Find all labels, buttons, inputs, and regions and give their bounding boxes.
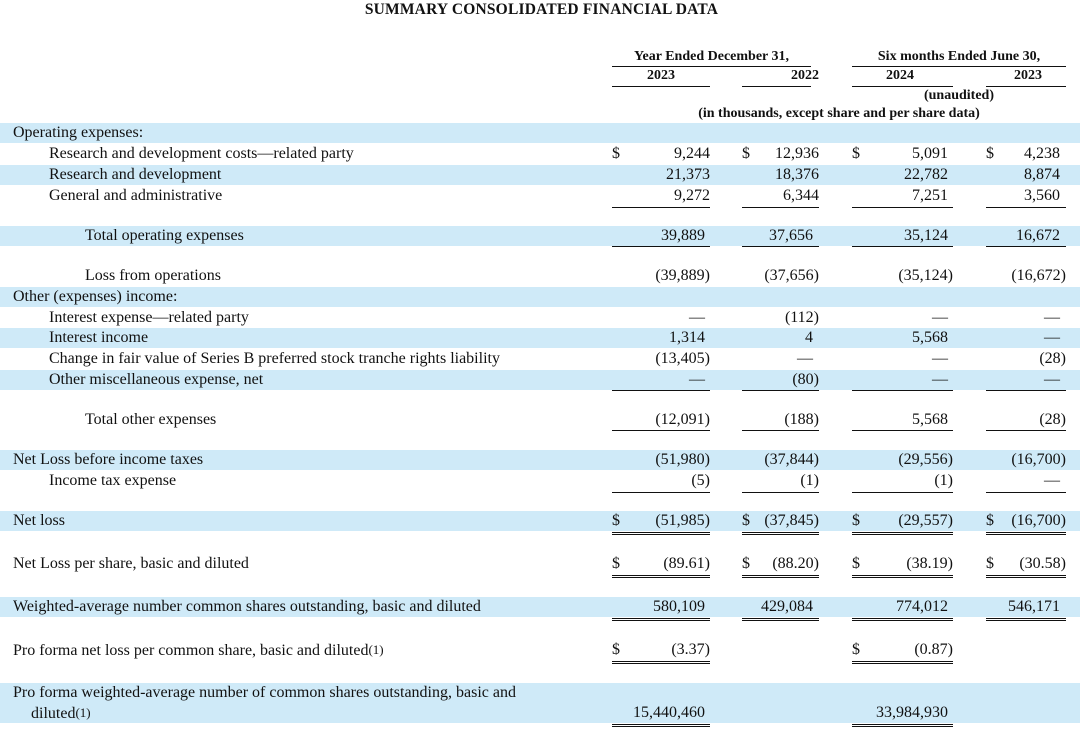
subtotal-rule (742, 207, 819, 208)
cell-value: 6,344 (783, 187, 819, 204)
cell-value: (30.58) (1019, 555, 1066, 572)
currency-symbol: $ (612, 641, 620, 658)
total-double-rule (986, 532, 1066, 535)
row-label: Research and development costs—related party (49, 145, 354, 162)
total-double-rule (612, 724, 710, 727)
row-label: Net Loss before income taxes (13, 451, 204, 468)
header-units: (in thousands, except share and per share data) (698, 106, 980, 121)
subtotal-rule (612, 390, 710, 391)
row-label: Loss from operations (85, 267, 221, 284)
cell-value: 5,568 (912, 411, 948, 428)
row-label-line2 (31, 704, 91, 723)
cell-value: 33,984,930 (876, 704, 948, 721)
table-row (0, 640, 1080, 660)
row-label: Change in fair value of Series B preferred stock tranche rights liability (49, 350, 500, 367)
cell-value: — (689, 371, 705, 388)
subtotal-rule (612, 246, 710, 247)
cell-value: 546,171 (1008, 598, 1060, 615)
currency-symbol: $ (612, 555, 620, 572)
table-row (0, 349, 1080, 369)
cell-value: (0.87) (914, 641, 953, 658)
header-six-months-underline (852, 66, 1066, 67)
table-row (0, 410, 1080, 430)
subtotal-rule (986, 246, 1066, 247)
header-six-2023: 2023 (1014, 68, 1042, 83)
row-label: Net loss (13, 512, 65, 529)
currency-symbol: $ (742, 145, 750, 162)
cell-value: (112) (784, 309, 819, 326)
row-label: Interest income (49, 329, 149, 346)
table-row (0, 186, 1080, 206)
cell-value: 22,782 (904, 166, 948, 183)
total-double-rule (986, 575, 1066, 578)
cell-value: (188) (784, 411, 819, 428)
table-row (0, 471, 1080, 491)
cell-value: 12,936 (775, 145, 819, 162)
header-six-2023-underline (986, 86, 1066, 87)
table-row (0, 226, 1080, 246)
cell-value: (16,700) (1011, 512, 1066, 529)
cell-value: 774,012 (896, 598, 948, 615)
cell-value: — (932, 350, 948, 367)
cell-value: 5,568 (912, 329, 948, 346)
cell-value: — (689, 309, 705, 326)
cell-value: (80) (792, 371, 819, 388)
table-row (0, 511, 1080, 531)
row-label: Net Loss per share, basic and diluted (13, 555, 249, 572)
total-double-rule (852, 724, 953, 727)
cell-value: 39,889 (661, 227, 705, 244)
subtotal-rule (852, 207, 953, 208)
cell-value: 35,124 (904, 227, 948, 244)
subtotal-rule (986, 390, 1066, 391)
footnote-marker: (1) (368, 642, 384, 657)
cell-value: 7,251 (912, 187, 948, 204)
total-double-rule (742, 575, 819, 578)
row-label: Other miscellaneous expense, net (49, 371, 264, 388)
currency-symbol: $ (612, 512, 620, 529)
cell-value: 429,084 (761, 598, 813, 615)
cell-value: 1,314 (669, 329, 705, 346)
header-six-2024-underline (852, 86, 953, 87)
cell-value: (29,557) (898, 512, 953, 529)
cell-value: 5,091 (912, 145, 948, 162)
cell-value: — (1044, 472, 1060, 489)
cell-value: (28) (1039, 350, 1066, 367)
total-double-rule (852, 532, 953, 535)
cell-value: (13,405) (655, 350, 710, 367)
cell-value: — (797, 350, 813, 367)
row-label: Total operating expenses (85, 227, 244, 244)
cell-value: — (1044, 309, 1060, 326)
cell-value: (38.19) (906, 555, 953, 572)
row-label-text: diluted (31, 705, 76, 722)
total-double-rule (986, 618, 1066, 621)
currency-symbol: $ (852, 641, 860, 658)
table-row (0, 597, 1080, 617)
currency-symbol: $ (852, 145, 860, 162)
cell-value: 580,109 (653, 598, 705, 615)
header-year-2023: 2023 (647, 68, 675, 83)
cell-value: (37,845) (764, 512, 819, 529)
table-row (0, 328, 1080, 348)
table-row (0, 683, 1080, 723)
subtotal-rule (986, 430, 1066, 431)
total-double-rule (852, 661, 953, 664)
total-double-rule (612, 618, 710, 621)
row-label: Weighted-average number common shares outstanding, basic and diluted (13, 598, 481, 615)
currency-symbol: $ (742, 555, 750, 572)
subtotal-rule (852, 390, 953, 391)
cell-value: 4 (805, 329, 813, 346)
subtotal-rule (986, 492, 1066, 493)
currency-symbol: $ (986, 555, 994, 572)
row-label: Operating expenses: (13, 124, 144, 141)
row-label: Income tax expense (49, 472, 177, 489)
cell-value: (51,980) (655, 451, 710, 468)
header-year-ended-underline (612, 66, 811, 67)
subtotal-rule (986, 207, 1066, 208)
cell-value: (88.20) (772, 555, 819, 572)
total-double-rule (852, 618, 953, 621)
cell-value: (37,844) (764, 451, 819, 468)
cell-value: 8,874 (1024, 166, 1060, 183)
cell-value: (37,656) (764, 267, 819, 284)
cell-value: 15,440,460 (633, 704, 705, 721)
cell-value: (3.37) (671, 641, 710, 658)
row-label: Interest expense—related party (49, 309, 249, 326)
cell-value: (89.61) (663, 555, 710, 572)
header-year-2022: 2022 (791, 68, 819, 83)
table-row (0, 308, 1080, 328)
cell-value: 4,238 (1024, 145, 1060, 162)
subtotal-rule (612, 492, 710, 493)
header-year-2023-underline (612, 86, 710, 87)
subtotal-rule (742, 492, 819, 493)
subtotal-rule (612, 207, 710, 208)
subtotal-rule (852, 246, 953, 247)
subtotal-rule (852, 492, 953, 493)
header-six-2024: 2024 (886, 68, 914, 83)
currency-symbol: $ (852, 555, 860, 572)
cell-value: (12,091) (655, 411, 710, 428)
header-year-ended: Year Ended December 31, (633, 49, 790, 64)
cell-value: (39,889) (655, 267, 710, 284)
total-double-rule (612, 661, 710, 664)
table-row (0, 370, 1080, 390)
cell-value: (16,700) (1011, 451, 1066, 468)
currency-symbol: $ (612, 145, 620, 162)
table-row (0, 287, 1080, 307)
subtotal-rule (742, 430, 819, 431)
subtotal-rule (612, 430, 710, 431)
row-label: Other (expenses) income: (13, 288, 178, 305)
row-label: Total other expenses (85, 411, 217, 428)
table-row (0, 165, 1080, 185)
cell-value: (35,124) (898, 267, 953, 284)
cell-value: 3,560 (1024, 187, 1060, 204)
cell-value: 21,373 (666, 166, 710, 183)
row-label-line1: Pro forma weighted-average number of common shares outstanding, basic and (13, 684, 516, 701)
cell-value: — (1044, 329, 1060, 346)
header-unaudited: (unaudited) (923, 88, 995, 103)
total-double-rule (852, 575, 953, 578)
row-label: Research and development (49, 166, 222, 183)
row-label: General and administrative (49, 187, 223, 204)
header-year-2022-underline (742, 86, 811, 87)
cell-value: 9,244 (674, 145, 710, 162)
cell-value: (16,672) (1011, 267, 1066, 284)
currency-symbol: $ (986, 512, 994, 529)
subtotal-rule (742, 246, 819, 247)
row-label-text: Pro forma net loss per common share, basic and diluted (13, 642, 369, 659)
cell-value: 16,672 (1016, 227, 1060, 244)
cell-value: 18,376 (775, 166, 819, 183)
cell-value: 37,656 (769, 227, 813, 244)
subtotal-rule (852, 430, 953, 431)
cell-value: (1) (934, 472, 953, 489)
table-row (0, 266, 1080, 286)
table-row (0, 450, 1080, 470)
header-six-months: Six months Ended June 30, (877, 49, 1041, 64)
cell-value: — (1044, 371, 1060, 388)
total-double-rule (612, 575, 710, 578)
table-row (0, 144, 1080, 164)
subtotal-rule (742, 390, 819, 391)
total-double-rule (612, 532, 710, 535)
cell-value: (51,985) (655, 512, 710, 529)
cell-value: (28) (1039, 411, 1066, 428)
currency-symbol: $ (852, 512, 860, 529)
cell-value: — (932, 309, 948, 326)
currency-symbol: $ (986, 145, 994, 162)
cell-value: (5) (691, 472, 710, 489)
table-row (0, 123, 1080, 143)
row-label (13, 641, 384, 660)
cell-value: (1) (800, 472, 819, 489)
total-double-rule (742, 532, 819, 535)
cell-value: 9,272 (674, 187, 710, 204)
currency-symbol: $ (742, 512, 750, 529)
footnote-marker: (1) (75, 705, 91, 720)
table-row (0, 554, 1080, 574)
page-title: SUMMARY CONSOLIDATED FINANCIAL DATA (364, 1, 719, 18)
cell-value: — (932, 371, 948, 388)
total-double-rule (742, 618, 819, 621)
cell-value: (29,556) (898, 451, 953, 468)
